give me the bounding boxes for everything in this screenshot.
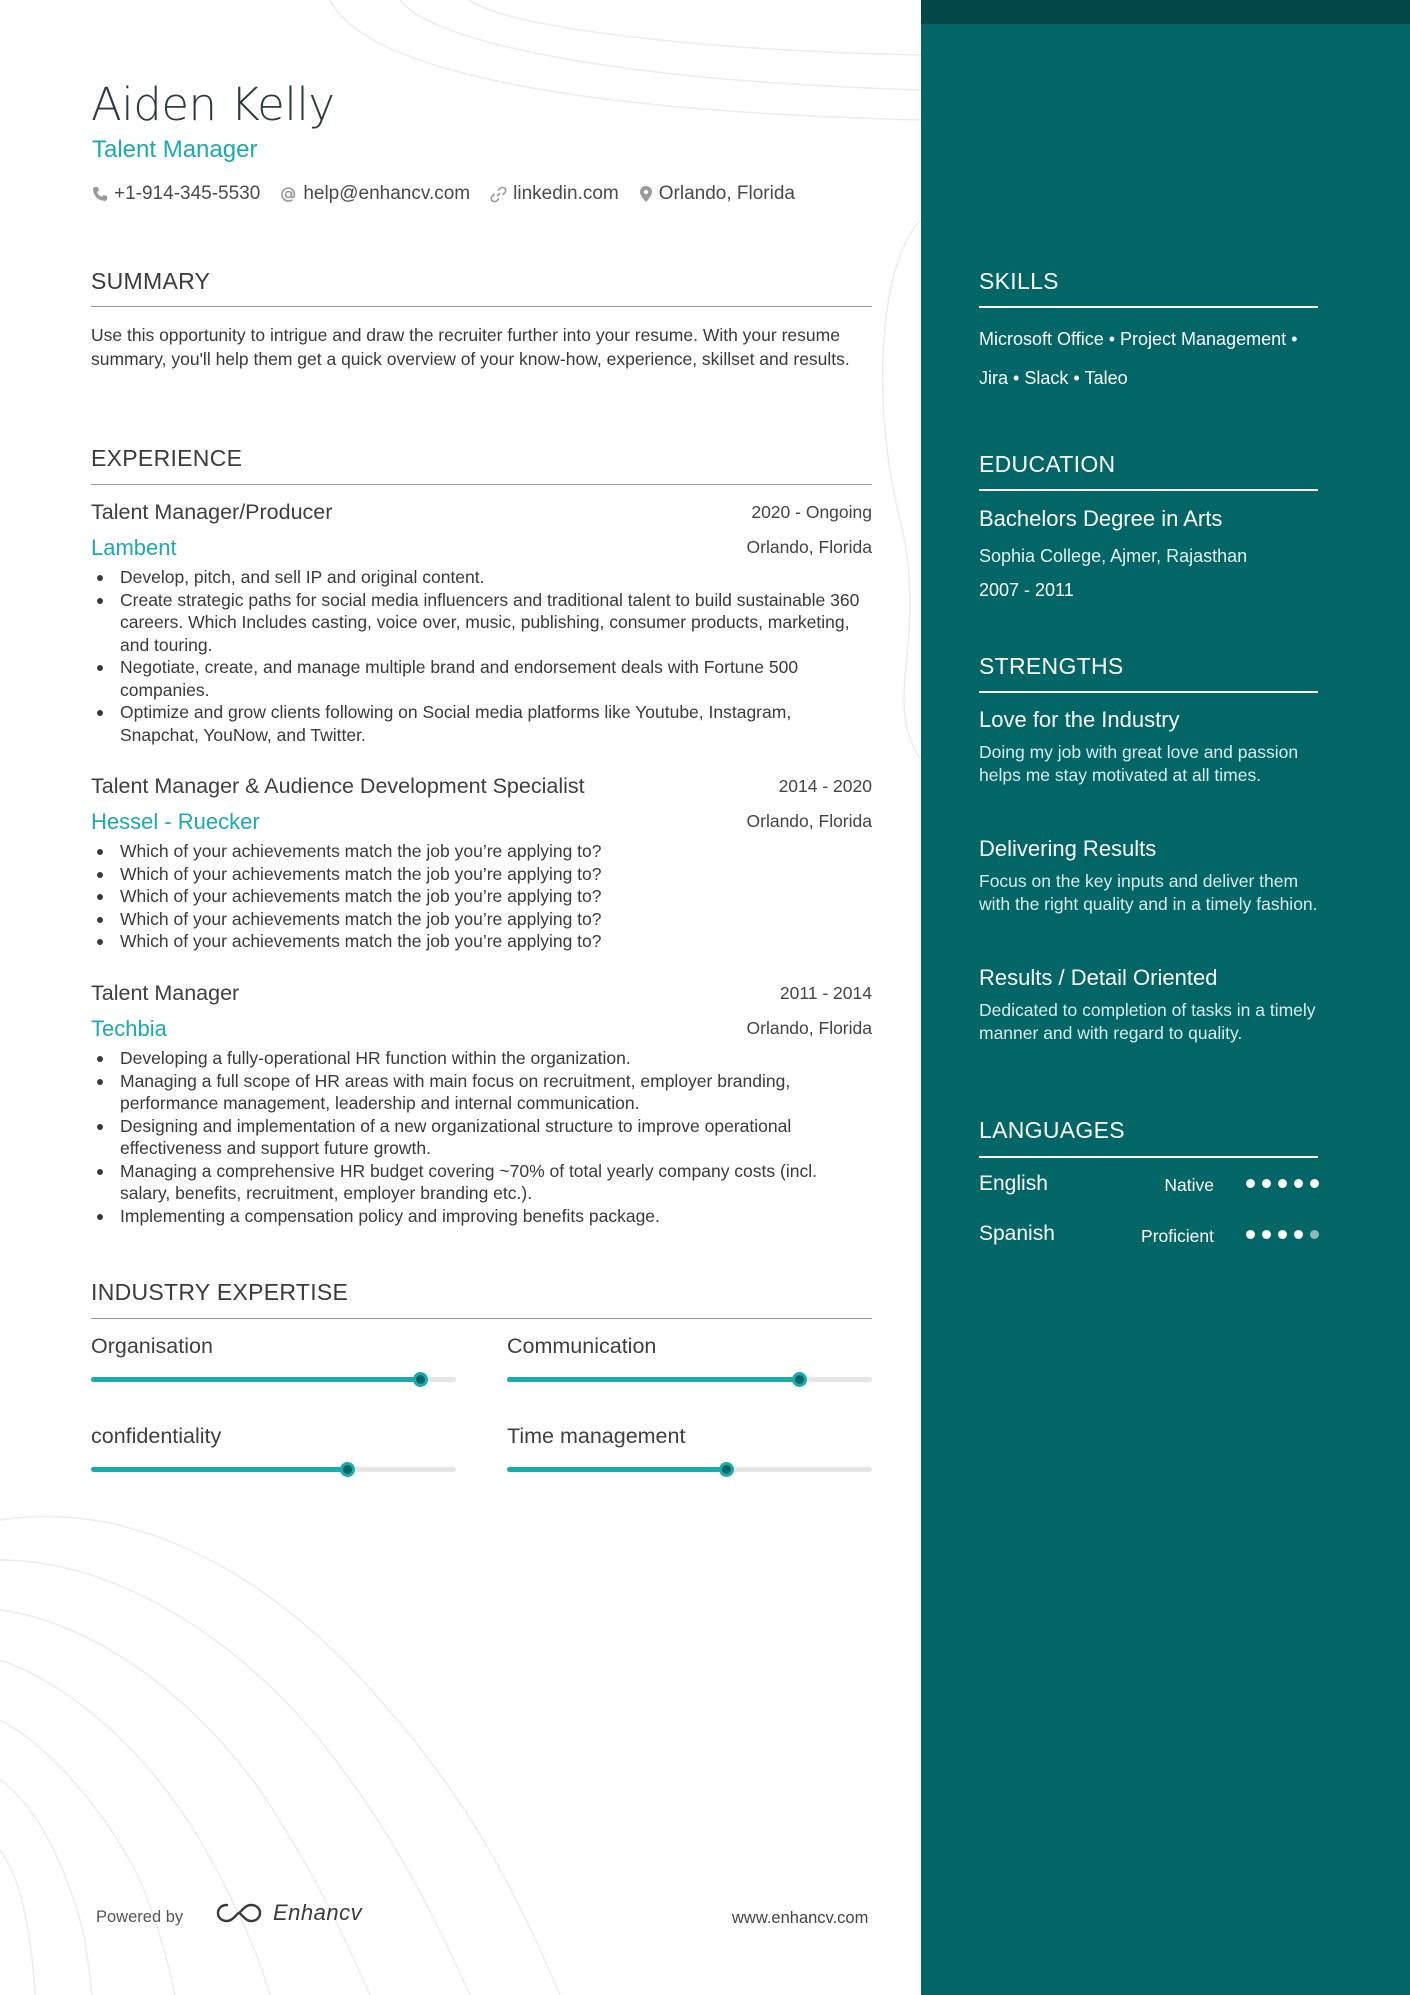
language-level: Native — [1164, 1175, 1214, 1195]
job-bullets — [91, 1047, 872, 1227]
location-text: Orlando, Florida — [658, 183, 795, 204]
education-heading: EDUCATION — [979, 451, 1116, 477]
infinity-logo-icon — [215, 1901, 263, 1925]
education-degree: Bachelors Degree in Arts — [979, 506, 1223, 531]
phone-icon — [92, 186, 108, 202]
expertise-bar-track — [507, 1377, 872, 1382]
strength-description: Doing my job with great love and passion helps me stay motivated at all times. — [979, 742, 1299, 785]
skills-heading: SKILLS — [979, 268, 1059, 294]
expertise-label: confidentiality — [91, 1424, 222, 1448]
expertise-bar-fill — [507, 1377, 799, 1382]
education-divider — [979, 489, 1318, 491]
job-bullet: Create strategic paths for social media influencers and traditional talent to build sustainable 360 careers. Which Includes casting, voice over, music, publishing, consumer products, marketing, and touring. — [91, 589, 872, 657]
job-bullet: Negotiate, create, and manage multiple brand and endorsement deals with Fortune 500 companies. — [91, 656, 872, 701]
experience-heading: EXPERIENCE — [91, 445, 243, 471]
contact-bar — [92, 181, 815, 207]
rating-dot — [1294, 1230, 1303, 1239]
job-bullet: Which of your achievements match the job you’re applying to? — [91, 908, 872, 931]
languages-divider — [979, 1156, 1318, 1158]
language-level: Proficient — [1141, 1226, 1214, 1246]
expertise-label: Communication — [507, 1334, 657, 1358]
expertise-bar-knob — [413, 1372, 428, 1387]
email-text: help@enhancv.com — [303, 183, 471, 204]
strength-title: Delivering Results — [979, 836, 1157, 861]
job-location: Orlando, Florida — [746, 811, 872, 831]
skill-item: Slack — [1024, 368, 1069, 388]
candidate-role: Talent Manager — [92, 136, 258, 163]
experience-divider — [91, 484, 872, 485]
job-location: Orlando, Florida — [746, 1018, 872, 1038]
rating-dot — [1262, 1230, 1271, 1239]
expertise-bar-fill — [507, 1467, 726, 1472]
enhancv-logo[interactable] — [215, 1900, 362, 1926]
job-company: Hessel - Ruecker — [91, 809, 260, 834]
expertise-divider — [91, 1318, 872, 1319]
sidebar — [921, 0, 1410, 1995]
rating-dot — [1310, 1179, 1319, 1188]
expertise-item — [91, 1424, 456, 1484]
language-rating — [1246, 1230, 1326, 1239]
skill-item: Project Management — [1120, 329, 1287, 349]
contact-phone[interactable] — [92, 183, 260, 205]
language-name: English — [979, 1172, 1048, 1195]
summary-heading: SUMMARY — [91, 268, 211, 294]
job-bullet: Develop, pitch, and sell IP and original content. — [91, 566, 872, 589]
candidate-name: Aiden Kelly — [91, 78, 335, 131]
expertise-item — [91, 1334, 456, 1394]
job-bullet: Which of your achievements match the job you’re applying to? — [91, 840, 872, 863]
job-company: Techbia — [91, 1016, 167, 1041]
job-bullet: Optimize and grow clients following on Social media platforms like Youtube, Instagram, Snapchat, YouNow, and Twitter. — [91, 701, 872, 746]
expertise-bar-fill — [91, 1377, 420, 1382]
skill-separator: • — [1291, 329, 1298, 349]
job-bullet: Managing a comprehensive HR budget covering ~70% of total yearly company costs (incl. salary, benefits, recruitment, employer branding etc.). — [91, 1160, 872, 1205]
expertise-label: Organisation — [91, 1334, 213, 1358]
job-bullet: Managing a full scope of HR areas with main focus on recruitment, employer branding, performance management, leadership and internal communication. — [91, 1070, 872, 1115]
language-rating — [1246, 1179, 1326, 1188]
strength-description: Focus on the key inputs and deliver them with the right quality and in a timely fashion. — [979, 871, 1318, 914]
job-company: Lambent — [91, 535, 177, 560]
languages-heading: LANGUAGES — [979, 1117, 1125, 1143]
job-title: Talent Manager & Audience Development Specialist — [91, 774, 585, 798]
strengths-divider — [979, 691, 1318, 693]
expertise-label: Time management — [507, 1424, 686, 1448]
summary-text: Use this opportunity to intrigue and draw the recruiter further into your resume. With your resume summary, you'll help them get a quick overview of your know-how, experience, skillset and results. — [91, 325, 850, 369]
job-dates: 2011 - 2014 — [779, 983, 872, 1003]
skill-separator: • — [1108, 329, 1116, 349]
skill-separator: • — [1013, 368, 1020, 388]
strengths-heading: STRENGTHS — [979, 653, 1124, 679]
job-bullet: Designing and implementation of a new organizational structure to improve operational effectiveness and support future growth. — [91, 1115, 872, 1160]
phone-text: +1-914-345-5530 — [114, 183, 261, 204]
rating-dot — [1246, 1230, 1255, 1239]
expertise-bar-track — [507, 1467, 872, 1472]
job-location: Orlando, Florida — [746, 537, 872, 557]
rating-dot — [1278, 1230, 1287, 1239]
rating-dot — [1294, 1179, 1303, 1188]
at-icon — [280, 186, 297, 203]
powered-by-label: Powered by — [96, 1908, 184, 1926]
education-dates: 2007 - 2011 — [979, 580, 1074, 600]
rating-dot — [1262, 1179, 1271, 1188]
expertise-bar-knob — [792, 1372, 807, 1387]
rating-dot — [1278, 1179, 1287, 1188]
expertise-bar-knob — [719, 1462, 734, 1477]
location-pin-icon — [639, 185, 653, 203]
link-icon — [490, 186, 507, 203]
skill-item: Microsoft Office — [979, 329, 1104, 349]
job-dates: 2014 - 2020 — [778, 776, 872, 796]
summary-divider — [91, 306, 872, 307]
brand-name: Enhancv — [273, 1900, 363, 1925]
footer-url[interactable]: www.enhancv.com — [732, 1909, 869, 1927]
strength-title: Love for the Industry — [979, 707, 1180, 732]
contact-email[interactable] — [280, 183, 470, 205]
job-title: Talent Manager/Producer — [91, 500, 333, 524]
education-school: Sophia College, Ajmer, Rajasthan — [979, 546, 1248, 566]
rating-dot — [1310, 1230, 1319, 1239]
expertise-bar-knob — [340, 1462, 355, 1477]
language-name: Spanish — [979, 1222, 1055, 1245]
skill-separator: • — [1073, 368, 1080, 388]
expertise-bar-fill — [91, 1467, 347, 1472]
expertise-item — [507, 1424, 872, 1484]
linkedin-text: linkedin.com — [513, 183, 619, 204]
job-bullet: Implementing a compensation policy and improving benefits package. — [91, 1205, 872, 1228]
job-bullet: Which of your achievements match the job you’re applying to? — [91, 863, 872, 886]
job-bullet: Developing a fully-operational HR function within the organization. — [91, 1047, 872, 1070]
job-bullet: Which of your achievements match the job you’re applying to? — [91, 885, 872, 908]
job-bullets — [91, 566, 872, 746]
job-bullet: Which of your achievements match the job you’re applying to? — [91, 930, 872, 953]
skill-item: Taleo — [1084, 368, 1128, 388]
job-title: Talent Manager — [91, 981, 240, 1005]
sidebar-top-band — [921, 0, 1410, 24]
expertise-item — [507, 1334, 872, 1394]
skill-item: Jira — [979, 368, 1009, 388]
strength-description: Dedicated to completion of tasks in a timely manner and with regard to quality. — [979, 1000, 1316, 1043]
contact-location — [639, 183, 795, 205]
expertise-bar-track — [91, 1377, 456, 1382]
job-bullets — [91, 840, 872, 953]
strength-title: Results / Detail Oriented — [979, 965, 1218, 990]
rating-dot — [1246, 1179, 1255, 1188]
skills-divider — [979, 306, 1318, 308]
expertise-heading: INDUSTRY EXPERTISE — [91, 1279, 349, 1305]
expertise-bar-track — [91, 1467, 456, 1472]
contact-linkedin[interactable] — [490, 183, 619, 205]
job-dates: 2020 - Ongoing — [751, 502, 872, 522]
skills-list — [979, 320, 1324, 398]
